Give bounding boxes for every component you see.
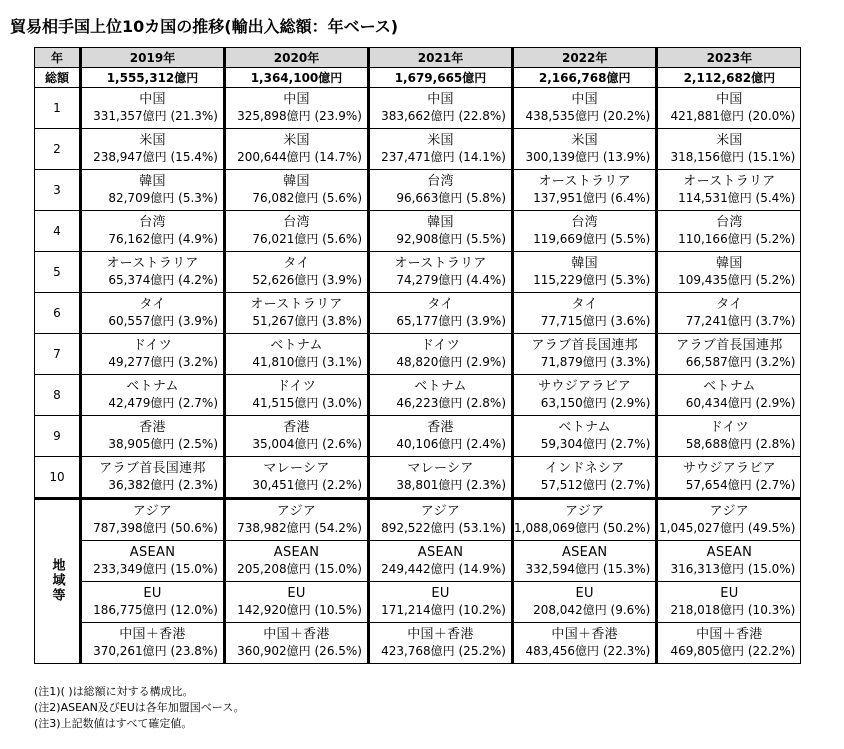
rank-number: 5: [35, 252, 81, 293]
trade-value: 60,434億円 (2.9%): [685, 396, 796, 410]
total-value: 1,555,312億円: [81, 68, 225, 88]
rank-row: [35, 170, 801, 211]
country-name: 中国: [571, 92, 598, 107]
trade-value: 1,088,069億円 (50.2%): [514, 521, 651, 535]
country-name: サウジアラビア: [682, 461, 776, 476]
partner-cell: [369, 623, 513, 664]
trade-value: 51,267億円 (3.8%): [252, 314, 362, 328]
trade-value: 318,156億円 (15.1%): [670, 150, 796, 164]
country-name: タイ: [571, 297, 598, 312]
rank-row: [35, 252, 801, 293]
trade-value: 46,223億円 (2.8%): [396, 396, 506, 410]
partner-cell: [225, 582, 369, 623]
partner-cell: [225, 170, 369, 211]
trade-value: 40,106億円 (2.4%): [396, 437, 506, 451]
year-header: 2022年: [513, 48, 657, 68]
trade-value: 66,587億円 (3.2%): [685, 355, 796, 369]
trade-value: 137,951億円 (6.4%): [533, 191, 651, 205]
partner-cell: [657, 375, 801, 416]
trade-value: 383,662億円 (22.8%): [381, 109, 506, 123]
trade-value: 249,442億円 (14.9%): [381, 562, 506, 576]
trade-value: 325,898億円 (23.9%): [237, 109, 362, 123]
country-name: 香港: [139, 420, 166, 435]
country-name: EU: [720, 586, 739, 601]
partner-cell: [369, 252, 513, 293]
partner-cell: [81, 211, 225, 252]
trade-value: 57,654億円 (2.7%): [685, 478, 796, 492]
partner-cell: [225, 416, 369, 457]
partner-cell: [513, 541, 657, 582]
country-name: オーストラリア: [106, 256, 199, 271]
trade-value: 36,382億円 (2.3%): [108, 478, 218, 492]
partner-cell: [225, 375, 369, 416]
partner-cell: [513, 293, 657, 334]
trade-value: 423,768億円 (25.2%): [381, 644, 506, 658]
partner-cell: [81, 499, 225, 541]
country-name: 台湾: [716, 215, 743, 230]
country-name: ベトナム: [270, 338, 323, 353]
partner-cell: [369, 457, 513, 499]
trade-value: 233,349億円 (15.0%): [93, 562, 218, 576]
partner-cell: [513, 129, 657, 170]
trade-value: 63,150億円 (2.9%): [540, 396, 651, 410]
footnote: (注1)( )は総額に対する構成比。: [34, 685, 194, 698]
rank-number: 2: [35, 129, 81, 170]
partner-cell: [81, 88, 225, 129]
footnote: (注2)ASEAN及びEUは各年加盟国ベース。: [34, 701, 245, 714]
trade-value: 35,004億円 (2.6%): [252, 437, 362, 451]
footnotes: [34, 684, 245, 732]
country-name: 中国＋香港: [696, 627, 763, 642]
trade-value: 65,177億円 (3.9%): [396, 314, 506, 328]
trade-value: 142,920億円 (10.5%): [237, 603, 362, 617]
year-label: 年: [35, 48, 81, 68]
trade-partner-table: [34, 47, 801, 664]
partner-cell: [225, 541, 369, 582]
region-label: 地域等: [49, 557, 65, 603]
rank-row: [35, 457, 801, 499]
trade-value: 1,045,027億円 (49.5%): [659, 521, 796, 535]
country-name: オーストラリア: [394, 256, 487, 271]
country-name: ドイツ: [709, 420, 749, 435]
country-name: ASEAN: [273, 545, 320, 560]
rank-row: [35, 416, 801, 457]
country-name: ベトナム: [414, 379, 467, 394]
trade-value: 787,398億円 (50.6%): [93, 521, 218, 535]
partner-cell: [513, 582, 657, 623]
rank-row: [35, 88, 801, 129]
partner-cell: [657, 252, 801, 293]
trade-value: 892,522億円 (53.1%): [381, 521, 506, 535]
partner-cell: [81, 416, 225, 457]
partner-cell: [657, 88, 801, 129]
country-name: アラブ首長国連邦: [676, 338, 783, 353]
total-value: 1,679,665億円: [369, 68, 513, 88]
partner-cell: [513, 499, 657, 541]
country-name: 韓国: [571, 256, 598, 271]
partner-cell: [657, 499, 801, 541]
partner-cell: [369, 375, 513, 416]
partner-cell: [81, 170, 225, 211]
total-row: [35, 68, 801, 88]
country-name: オーストラリア: [538, 174, 631, 189]
partner-cell: [225, 334, 369, 375]
region-row: [35, 541, 801, 582]
country-name: オーストラリア: [683, 174, 776, 189]
rank-number: 7: [35, 334, 81, 375]
trade-value: 71,879億円 (3.3%): [540, 355, 651, 369]
partner-cell: [225, 623, 369, 664]
country-name: EU: [431, 586, 450, 601]
country-name: 香港: [283, 420, 310, 435]
rank-number: 9: [35, 416, 81, 457]
trade-value: 74,279億円 (4.4%): [396, 273, 506, 287]
country-name: タイ: [427, 297, 454, 312]
rank-row: [35, 334, 801, 375]
country-name: ベトナム: [126, 379, 179, 394]
region-row: [35, 499, 801, 541]
country-name: EU: [287, 586, 306, 601]
rank-number: 3: [35, 170, 81, 211]
partner-cell: [657, 334, 801, 375]
partner-cell: [81, 623, 225, 664]
trade-value: 96,663億円 (5.8%): [396, 191, 506, 205]
country-name: 中国: [427, 92, 454, 107]
total-value: 2,166,768億円: [513, 68, 657, 88]
trade-value: 237,471億円 (14.1%): [381, 150, 506, 164]
country-name: 米国: [716, 133, 743, 148]
country-name: アラブ首長国連邦: [99, 461, 206, 476]
country-name: 韓国: [427, 215, 454, 230]
partner-cell: [81, 541, 225, 582]
total-label: 総額: [35, 68, 81, 88]
year-header: 2020年: [225, 48, 369, 68]
country-name: インドネシア: [544, 461, 625, 476]
trade-value: 316,313億円 (15.0%): [670, 562, 796, 576]
trade-value: 438,535億円 (20.2%): [525, 109, 651, 123]
page-title: 貿易相手国上位10カ国の推移(輸出入総額：年ベース): [10, 17, 399, 36]
partner-cell: [81, 129, 225, 170]
partner-cell: [369, 416, 513, 457]
partner-cell: [513, 252, 657, 293]
partner-cell: [657, 211, 801, 252]
trade-value: 41,515億円 (3.0%): [252, 396, 362, 410]
trade-value: 469,805億円 (22.2%): [670, 644, 796, 658]
trade-value: 208,042億円 (9.6%): [533, 603, 651, 617]
partner-cell: [657, 293, 801, 334]
trade-value: 92,908億円 (5.5%): [396, 232, 506, 246]
country-name: ドイツ: [420, 338, 461, 353]
country-name: タイ: [139, 297, 166, 312]
partner-cell: [225, 211, 369, 252]
trade-value: 360,902億円 (26.5%): [237, 644, 362, 658]
year-header: 2023年: [657, 48, 801, 68]
partner-cell: [657, 170, 801, 211]
partner-cell: [657, 582, 801, 623]
country-name: 中国＋香港: [119, 627, 186, 642]
rank-row: [35, 375, 801, 416]
trade-value: 114,531億円 (5.4%): [678, 191, 796, 205]
partner-cell: [225, 457, 369, 499]
trade-value: 119,669億円 (5.5%): [533, 232, 651, 246]
total-value: 1,364,100億円: [225, 68, 369, 88]
trade-value: 60,557億円 (3.9%): [108, 314, 218, 328]
trade-value: 65,374億円 (4.2%): [108, 273, 218, 287]
country-name: 韓国: [716, 256, 743, 271]
year-header: 2021年: [369, 48, 513, 68]
rank-row: [35, 293, 801, 334]
partner-cell: [513, 334, 657, 375]
partner-cell: [225, 129, 369, 170]
partner-cell: [369, 334, 513, 375]
partner-cell: [369, 211, 513, 252]
partner-cell: [369, 499, 513, 541]
trade-value: 77,715億円 (3.6%): [540, 314, 651, 328]
partner-cell: [225, 88, 369, 129]
partner-cell: [369, 541, 513, 582]
country-name: ASEAN: [561, 545, 608, 560]
partner-cell: [81, 293, 225, 334]
trade-value: 59,304億円 (2.7%): [540, 437, 651, 451]
partner-cell: [657, 623, 801, 664]
trade-value: 30,451億円 (2.2%): [252, 478, 362, 492]
trade-value: 331,357億円 (21.3%): [93, 109, 218, 123]
trade-value: 483,456億円 (22.3%): [525, 644, 651, 658]
partner-cell: [81, 582, 225, 623]
country-name: 中国: [283, 92, 310, 107]
trade-value: 171,214億円 (10.2%): [381, 603, 506, 617]
year-header: 2019年: [81, 48, 225, 68]
partner-cell: [513, 375, 657, 416]
country-name: マレーシア: [407, 461, 474, 476]
region-row: [35, 623, 801, 664]
country-name: 中国: [139, 92, 166, 107]
country-name: 米国: [571, 133, 598, 148]
trade-value: 42,479億円 (2.7%): [108, 396, 218, 410]
country-name: ベトナム: [558, 420, 611, 435]
trade-value: 186,775億円 (12.0%): [93, 603, 218, 617]
partner-cell: [81, 457, 225, 499]
trade-value: 76,162億円 (4.9%): [108, 232, 218, 246]
rank-number: 4: [35, 211, 81, 252]
partner-cell: [513, 623, 657, 664]
trade-value: 38,801億円 (2.3%): [396, 478, 506, 492]
country-name: サウジアラビア: [538, 379, 632, 394]
partner-cell: [369, 88, 513, 129]
trade-value: 421,881億円 (20.0%): [670, 109, 796, 123]
trade-value: 115,229億円 (5.3%): [533, 273, 651, 287]
rank-number: 1: [35, 88, 81, 129]
country-name: 中国＋香港: [263, 627, 330, 642]
region-label-cell: [35, 499, 81, 664]
country-name: アラブ首長国連邦: [531, 338, 638, 353]
country-name: 中国: [716, 92, 743, 107]
footnote: (注3)上記数値はすべて確定値。: [34, 717, 193, 730]
country-name: 台湾: [571, 215, 598, 230]
trade-value: 76,082億円 (5.6%): [252, 191, 362, 205]
trade-value: 52,626億円 (3.9%): [252, 273, 362, 287]
country-name: 台湾: [427, 174, 454, 189]
partner-cell: [513, 170, 657, 211]
trade-value: 109,435億円 (5.2%): [678, 273, 796, 287]
country-name: 台湾: [283, 215, 310, 230]
trade-value: 300,139億円 (13.9%): [525, 150, 651, 164]
trade-value: 77,241億円 (3.7%): [685, 314, 796, 328]
trade-value: 110,166億円 (5.2%): [678, 232, 796, 246]
country-name: 中国＋香港: [407, 627, 474, 642]
partner-cell: [513, 88, 657, 129]
trade-value: 58,688億円 (2.8%): [685, 437, 796, 451]
trade-value: 48,820億円 (2.9%): [396, 355, 506, 369]
country-name: 台湾: [139, 215, 166, 230]
partner-cell: [369, 582, 513, 623]
trade-value: 238,947億円 (15.4%): [93, 150, 218, 164]
country-name: ASEAN: [417, 545, 464, 560]
country-name: 米国: [139, 133, 166, 148]
trade-value: 218,018億円 (10.3%): [670, 603, 796, 617]
rank-number: 6: [35, 293, 81, 334]
country-name: 韓国: [283, 174, 310, 189]
trade-value: 41,810億円 (3.1%): [252, 355, 362, 369]
country-name: 中国＋香港: [551, 627, 618, 642]
partner-cell: [513, 211, 657, 252]
partner-cell: [657, 416, 801, 457]
country-name: タイ: [716, 297, 743, 312]
country-name: 香港: [427, 420, 454, 435]
country-name: アジア: [420, 504, 461, 519]
partner-cell: [657, 129, 801, 170]
partner-cell: [657, 457, 801, 499]
country-name: EU: [143, 586, 162, 601]
partner-cell: [81, 252, 225, 293]
country-name: 米国: [427, 133, 454, 148]
partner-cell: [369, 293, 513, 334]
table-body: [35, 88, 801, 664]
partner-cell: [369, 129, 513, 170]
rank-number: 10: [35, 457, 81, 499]
trade-value: 205,208億円 (15.0%): [237, 562, 362, 576]
region-row: [35, 582, 801, 623]
country-name: ドイツ: [276, 379, 317, 394]
country-name: アジア: [132, 504, 173, 519]
trade-value: 57,512億円 (2.7%): [540, 478, 651, 492]
year-header-row: [35, 48, 801, 68]
country-name: ドイツ: [132, 338, 173, 353]
rank-row: [35, 129, 801, 170]
partner-cell: [225, 499, 369, 541]
total-value: 2,112,682億円: [657, 68, 801, 88]
country-name: ASEAN: [706, 545, 753, 560]
trade-value: 200,644億円 (14.7%): [237, 150, 362, 164]
trade-value: 738,982億円 (54.2%): [237, 521, 362, 535]
partner-cell: [657, 541, 801, 582]
country-name: EU: [575, 586, 594, 601]
partner-cell: [225, 293, 369, 334]
rank-row: [35, 211, 801, 252]
partner-cell: [81, 334, 225, 375]
country-name: ASEAN: [129, 545, 176, 560]
trade-value: 76,021億円 (5.6%): [252, 232, 362, 246]
partner-cell: [513, 457, 657, 499]
trade-value: 49,277億円 (3.2%): [108, 355, 218, 369]
country-name: オーストラリア: [250, 297, 343, 312]
country-name: アジア: [276, 504, 317, 519]
rank-number: 8: [35, 375, 81, 416]
country-name: ベトナム: [703, 379, 756, 394]
country-name: アジア: [709, 504, 750, 519]
trade-value: 82,709億円 (5.3%): [108, 191, 218, 205]
partner-cell: [513, 416, 657, 457]
country-name: 米国: [283, 133, 310, 148]
trade-value: 332,594億円 (15.3%): [525, 562, 651, 576]
country-name: アジア: [564, 504, 605, 519]
partner-cell: [81, 375, 225, 416]
trade-value: 38,905億円 (2.5%): [108, 437, 218, 451]
country-name: タイ: [283, 256, 310, 271]
partner-cell: [225, 252, 369, 293]
country-name: マレーシア: [263, 461, 330, 476]
country-name: 韓国: [139, 174, 166, 189]
partner-cell: [369, 170, 513, 211]
trade-value: 370,261億円 (23.8%): [93, 644, 218, 658]
